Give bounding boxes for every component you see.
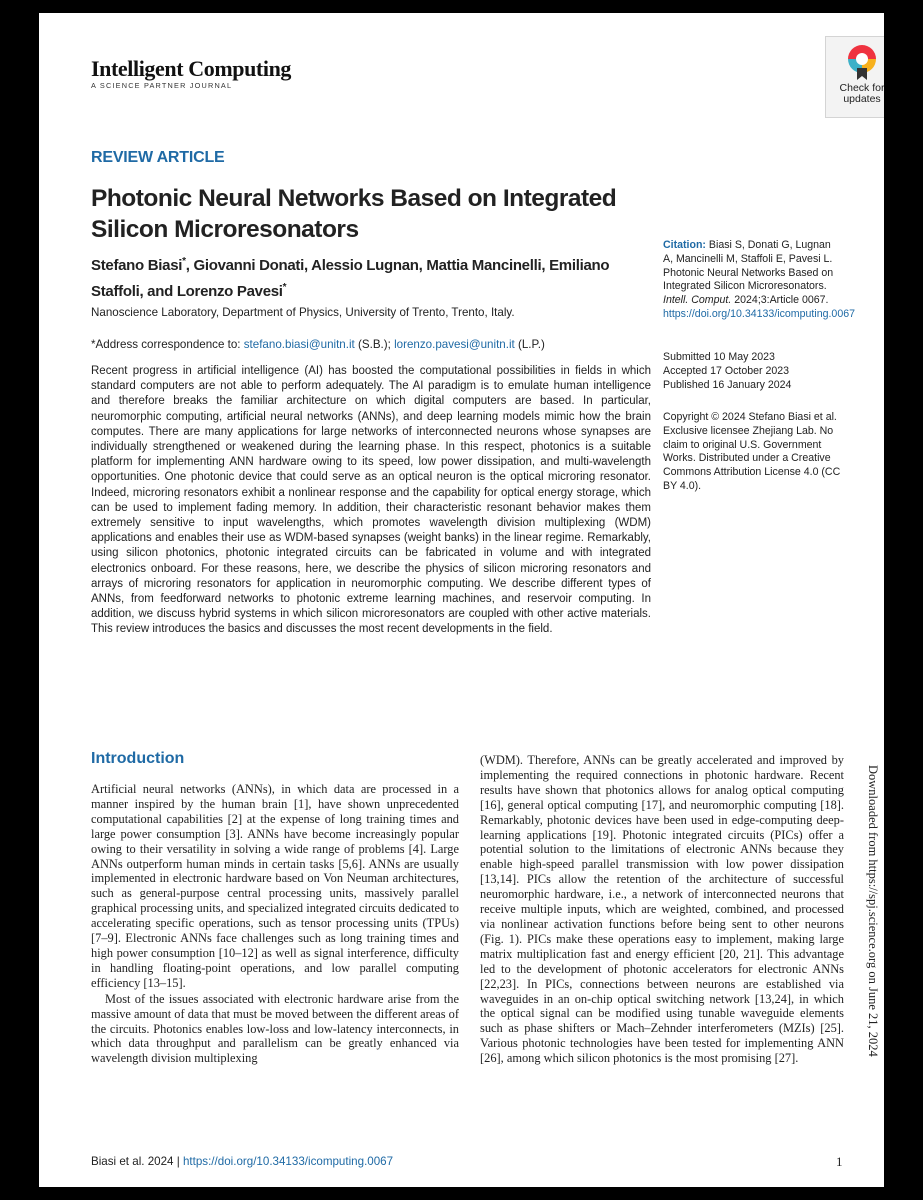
citation-journal: Intell. Comput. xyxy=(663,294,732,307)
journal-subtitle: A SCIENCE PARTNER JOURNAL xyxy=(91,81,233,90)
journal-logo[interactable] xyxy=(91,57,291,91)
citation-rest: 2024;3:Article 0067. xyxy=(731,294,829,307)
author-name: Giovanni Donati xyxy=(193,257,304,274)
intro-paragraph-1: Artificial neural networks (ANNs), in which data are processed in a manner inspired by the human brain [1], have shown unprecedented computational capabilities [2] at the expense of long training times and large power consumption [3]. ANNs have become increasingly popular owing to their versatility in solving a wide range of problems [4]. Large ANNs outperform human minds in certain tasks [5,6]. ANNs are usually implemented in electronic hardware based on Von Neuman architectures, such as general-purpose central processing units, massively parallel graphical processing units, and specialized integrated circuits dedicated to accelerating specific operations, such as tensor processing units (TPUs) [7–9]. Electronic ANNs face challenges such as long training times and high power consumption [10–12] as well as signal interference, difficulty in handling floating-point operations, and low parallel computing efficiency [13–15]. xyxy=(91,782,459,990)
journal-name: Intelligent Computing xyxy=(91,56,292,81)
date-submitted: Submitted 10 May 2023 xyxy=(663,351,775,363)
author-name: Mattia Mancinelli xyxy=(426,257,542,274)
check-for-updates-line1: Check for xyxy=(839,82,884,94)
article-type: REVIEW ARTICLE xyxy=(91,149,225,166)
crossmark-icon xyxy=(845,42,879,82)
author-name: Stefano Biasi xyxy=(91,257,183,274)
citation-text: Biasi S, Donati G, Lugnan A, Mancinelli M, Staffoli E, Pavesi L. Photonic Neural Networks Based on Integrated Silicon Microresonators. xyxy=(663,239,834,293)
check-for-updates-button[interactable] xyxy=(825,36,884,118)
abstract: Recent progress in artificial intelligence (AI) has boosted the computational possibilities in fields in which standard computers are not able to perform adequately. The AI paradigm is to emulate human intelligence and therefore breaks the familiar architecture on which digital computers are based. In particular, neuromorphic computing, artificial neural networks (ANNs), and deep learning models mimic how the brain computes. There are many applications for large networks of interconnected neurons whose synapses are individually strengthened or weakened during the learning phase. In this respect, photonics is a suitable platform for implementing ANN hardware owing to its speed, low power dissipation, and multi-wavelength opportunities. One photonic device that could serve as an optical neuron is the optical microring resonator. Indeed, microring resonators exhibit a nonlinear response and the capability for optical energy storage, which can be used to implement fading memory. In addition, their characteristic resonant behavior makes them extremely sensitive to input wavelengths, which promotes wavelength division multiplexing (WDM) applications and enables their use as WDM-based synapses (weight banks) in the linear regime. Remarkably, using silicon photonics, photonic integrated circuits can be fabricated in volume and with integrated electronics onboard. For these reasons, here, we describe the physics of silicon microring resonators and arrays of microring resonators for application in neuromorphic computing. We describe different types of ANNs, from feedforward networks to photonic extreme learning machines, and reservoir computing. In addition, we discuss hybrid systems in which silicon microresonators are coupled with other active materials. This review introduces the basics and discusses the most recent developments in the field. xyxy=(91,365,651,636)
author-corresponding-mark: * xyxy=(282,282,287,293)
email-link-pavesi[interactable]: lorenzo.pavesi@unitn.it xyxy=(394,338,515,351)
correspondence-suffix: (L.P.) xyxy=(514,338,545,351)
publication-dates xyxy=(663,351,843,392)
footer-doi-link[interactable]: https://doi.org/10.34133/icomputing.0067 xyxy=(182,1155,394,1168)
author-name: Lorenzo Pavesi xyxy=(176,283,283,300)
body-column-right xyxy=(480,753,844,1066)
paper-page xyxy=(39,13,884,1187)
download-note: Downloaded from https://spj.science.org on June 21, 2024 xyxy=(866,765,880,1057)
page-number: 1 xyxy=(836,1154,843,1169)
author-corresponding-mark: * xyxy=(182,256,186,267)
page-footer xyxy=(91,1155,393,1168)
citation-block xyxy=(663,239,856,322)
correspondence xyxy=(91,338,545,351)
date-accepted: Accepted 17 October 2023 xyxy=(663,364,790,377)
email-link-biasi[interactable]: stefano.biasi@unitn.it xyxy=(243,338,355,351)
body-column-left xyxy=(91,782,459,1066)
correspondence-prefix: *Address correspondence to: xyxy=(91,338,244,351)
citation-label: Citation: xyxy=(663,239,706,251)
article-title: Photonic Neural Networks Based on Integrated Silicon Microresonators xyxy=(91,185,617,243)
copyright-notice: Copyright © 2024 Stefano Biasi et al. Exclusive licensee Zhejiang Lab. No claim to original U.S. Government Works. Distributed under a Creative Commons Attribution License 4.0 (CC BY 4.0). xyxy=(663,411,841,492)
date-published: Published 16 January 2024 xyxy=(663,378,792,391)
footer-text: Biasi et al. 2024 | xyxy=(91,1155,183,1168)
citation-doi-link[interactable]: https://doi.org/10.34133/icomputing.0067 xyxy=(663,307,856,320)
author-list: Stefano Biasi*, Giovanni Donati, Alessio Lugnan, Mattia Mancinelli, Emiliano Staffoli, and Lorenzo Pavesi* xyxy=(91,256,610,300)
section-heading-introduction: Introduction xyxy=(91,750,185,767)
author-name: Emiliano Staffoli xyxy=(91,257,610,300)
author-name: Alessio Lugnan xyxy=(311,257,419,274)
affiliation: Nanoscience Laboratory, Department of Physics, University of Trento, Trento, Italy. xyxy=(91,306,515,319)
check-for-updates-line2: updates xyxy=(843,93,881,105)
correspondence-mid: (S.B.); xyxy=(354,338,395,351)
intro-paragraph-2: Most of the issues associated with electronic hardware arise from the massive amount of data that must be moved between the different areas of the circuits. Photonics enables low-loss and low-latency interconnects, in which data throughput and parallelism can be greatly enhanced via wavelength division multiplexing xyxy=(91,991,459,1066)
intro-paragraph-3: (WDM). Therefore, ANNs can be greatly accelerated and improved by implementing the required connections in photonic hardware. Recent results have shown that photonics allows for analog optical computing [16], general optical computing [17], and neuromorphic computing [18]. Remarkably, photonic devices have been used in edge-computing deep-learning applications [19]. Photonic integrated circuits (PICs) offer a potential solution to the limitations of electronic ANNs because they enable high-speed parallel transmission with low power dissipation [13,14]. PICs allow the retention of the architecture of successful neuromorphic hardware, i.e., a network of interconnected neurons that receive multiple inputs, which are weighted, combined, and processed via nonlinear activation functions before being sent to other neurons (Fig. 1). PICs make these operations easy to implement, making large matrix multiplication fast and energy efficient [20, 21]. This advantage led to the development of photonic accelerators for electronic ANNs [22,23]. In PICs, connections between neurons are established via waveguides in an on-chip optical switching network [13,24], in which the optical signal can be modified using tunable waveguide elements such as phase shifters or Mach–Zehnder interferometers (MZIs) [25]. Various photonic technologies have been tested for implementing ANN [26], among which silicon photonics is the most promising [27]. xyxy=(480,753,844,1066)
